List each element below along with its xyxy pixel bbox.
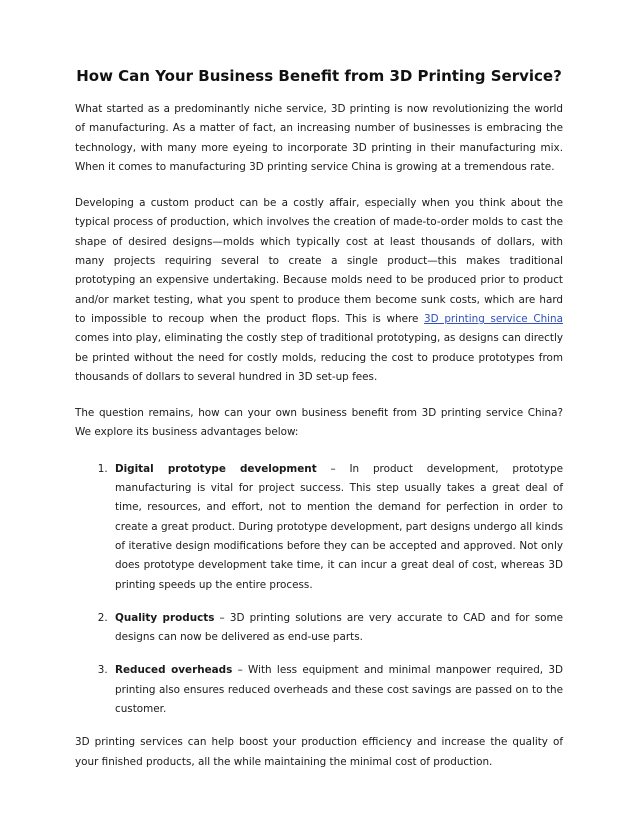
list-item: [111, 661, 563, 719]
advantage-text: – With less equipment and minimal manpower required, 3D printing also ensures reduced overheads and these cost savings are passed on to the customer.: [115, 664, 563, 716]
advantage-term: Reduced overheads: [115, 664, 233, 677]
advantages-list: [75, 460, 563, 720]
3d-printing-service-china-link[interactable]: 3D printing service China: [424, 312, 564, 325]
page-title: How Can Your Business Benefit from 3D Printing Service?: [76, 67, 562, 85]
question-paragraph: The question remains, how can your own business benefit from 3D printing service China? We explore its business advantages below:: [75, 407, 563, 439]
list-item: [111, 460, 563, 595]
cost-paragraph-text-start: Developing a custom product can be a costly affair, especially when you think about the typical process of production, which involves the creation of made-to-order molds to cast the shape of desired designs—molds which typically cost at least thousands of dollars, with many projects requiring several to create a single product—this makes traditional prototyping an expensive undertaking. Because molds need to be produced prior to product and/or market testing, what you spent to produce them become sunk costs, which are hard to impossible to recoup when the product flops. This is where: [75, 197, 563, 325]
cost-paragraph: [75, 194, 563, 387]
list-item: [111, 609, 563, 648]
closing-paragraph: 3D printing services can help boost your production efficiency and increase the quality of your finished products, all the while maintaining the minimal cost of production.: [75, 736, 563, 768]
cost-paragraph-text-end: comes into play, eliminating the costly step of traditional prototyping, as designs can directly be printed without the need for costly molds, reducing the cost to produce prototypes from thousands of dollars to several hundred in 3D set-up fees.: [75, 332, 563, 383]
intro-paragraph: What started as a predominantly niche service, 3D printing is now revolutionizing the world of manufacturing. As a matter of fact, an increasing number of businesses is embracing the technology, with many more eyeing to incorporate 3D printing in their manufacturing mix. When it comes to manufacturing 3D printing service China is growing at a tremendous rate.: [75, 103, 563, 173]
advantage-text: – In product development, prototype manufacturing is vital for project success. This step usually takes a great deal of time, resources, and effort, not to mention the demand for perfection in order to create a great product. During prototype development, part designs undergo all kinds of iterative design modifications before they can be accepted and approved. Not only does prototype development take time, it can incur a great deal of cost, whereas 3D printing speeds up the entire process.: [115, 462, 563, 591]
advantage-term: Digital prototype development: [115, 462, 317, 475]
advantage-term: Quality products: [115, 611, 215, 624]
advantage-text: – 3D printing solutions are very accurate to CAD and for some designs can now be delivered as end-use parts.: [115, 611, 563, 644]
